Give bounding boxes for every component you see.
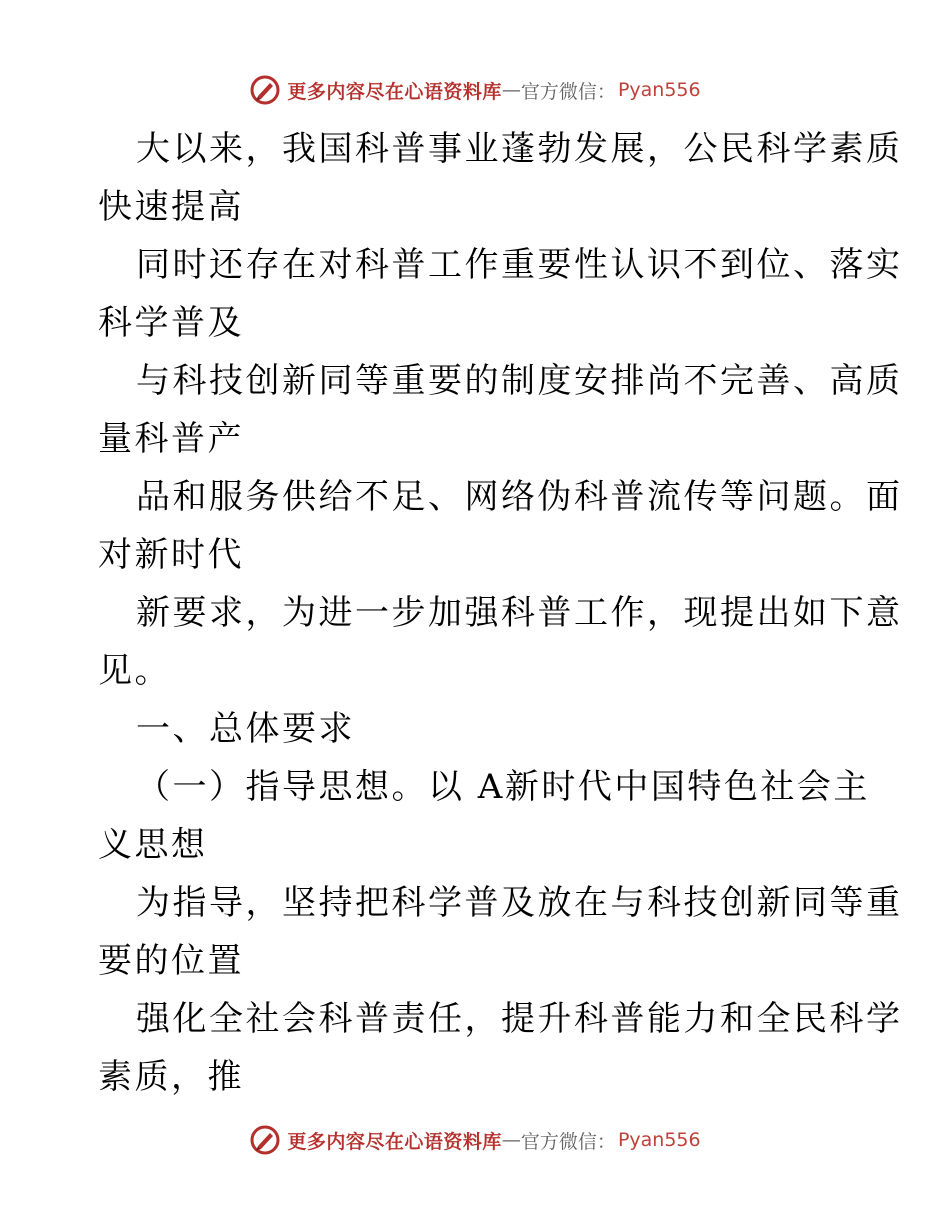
paragraph-line: 义思想 bbox=[98, 825, 208, 865]
paragraph-line: （一）指导思想。以 A新时代中国特色社会主 bbox=[136, 767, 870, 807]
paragraph-line: 品和服务供给不足、网络伪科普流传等问题。面 bbox=[136, 477, 903, 517]
paragraph-line: 素质，推 bbox=[98, 1057, 244, 1097]
paragraph-line: 为指导，坚持把科学普及放在与科技创新同等重 bbox=[136, 883, 903, 923]
watermark-main-text: 更多内容尽在心语资料库 bbox=[287, 80, 502, 103]
header-watermark bbox=[0, 70, 950, 110]
watermark-account: Pyan556 bbox=[617, 79, 701, 101]
watermark-dash: — bbox=[501, 79, 521, 101]
paragraph-line: 强化全社会科普责任，提升科普能力和全民科学 bbox=[136, 999, 903, 1039]
paragraph-line: 大以来，我国科普事业蓬勃发展，公民科学素质 bbox=[136, 129, 903, 169]
paragraph-line: 对新时代 bbox=[98, 535, 244, 575]
paragraph-line: 与科技创新同等重要的制度安排尚不完善、高质 bbox=[136, 361, 903, 401]
paragraph-line: 量科普产 bbox=[98, 419, 244, 459]
paragraph-line: 同时还存在对科普工作重要性认识不到位、落实 bbox=[136, 245, 903, 285]
watermark-account: Pyan556 bbox=[617, 1129, 701, 1151]
paragraph-line: 科学普及 bbox=[98, 303, 244, 343]
footer-watermark bbox=[0, 1120, 950, 1160]
paragraph-line: 新要求，为进一步加强科普工作，现提出如下意 bbox=[136, 593, 903, 633]
watermark-label: 官方微信： bbox=[520, 1130, 616, 1153]
paragraph-line: 见。 bbox=[98, 651, 171, 691]
quill-seal-logo-icon bbox=[249, 1124, 281, 1156]
watermark-dash: — bbox=[501, 1129, 521, 1151]
paragraph-line: 要的位置 bbox=[98, 941, 244, 981]
document-body bbox=[98, 120, 903, 1106]
paragraph-line: 快速提高 bbox=[98, 187, 244, 227]
section-heading: 一、总体要求 bbox=[136, 709, 355, 749]
watermark-label: 官方微信： bbox=[520, 80, 616, 103]
watermark-main-text: 更多内容尽在心语资料库 bbox=[287, 1130, 502, 1153]
quill-seal-logo-icon bbox=[249, 74, 281, 106]
